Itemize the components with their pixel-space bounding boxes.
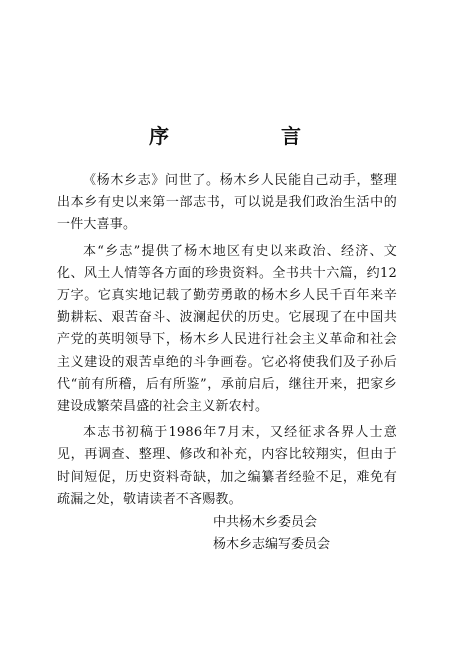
paragraph-1: 《杨木乡志》问世了。杨木乡人民能自己动手，整理出本乡有史以来第一部志书，可以说是我们政治生活中的一件大喜事。 [57, 173, 397, 233]
paragraph-3: 本志书初稿于1986年7月末，又经征求各界人士意见，再调查、整理、修改和补充，内容比较翔实，但由于时间短促，历史资料奇缺，加之编纂者经验不足，难免有疏漏之处，敬请读者不吝赐教。 [57, 425, 397, 507]
signature-block [213, 512, 413, 556]
preface-body [57, 170, 397, 515]
paragraph-2: 本“乡志”提供了杨木地区有史以来政治、经济、文化、风土人情等各方面的珍贵资料。全书共十六篇，约12万字。它真实地记载了勤劳勇敢的杨木乡人民千百年来辛勤耕耘、艰苦奋斗、波澜起伏的历史。它展现了在中国共产党的英明领导下，杨木乡人民进行社会主义革命和社会主义建设的艰苦卓绝的斗争画卷。它必将使我们及子孙后代“前有所稽，后有所鉴”，承前启后，继往开来，把家乡建设成繁荣昌盛的社会主义新农村。 [57, 243, 397, 415]
page-title: 序 言 [149, 124, 347, 148]
signature-line-committee: 中共杨木乡委员会 [213, 515, 318, 530]
signature-line-editorial: 杨木乡志编写委员会 [213, 537, 331, 552]
